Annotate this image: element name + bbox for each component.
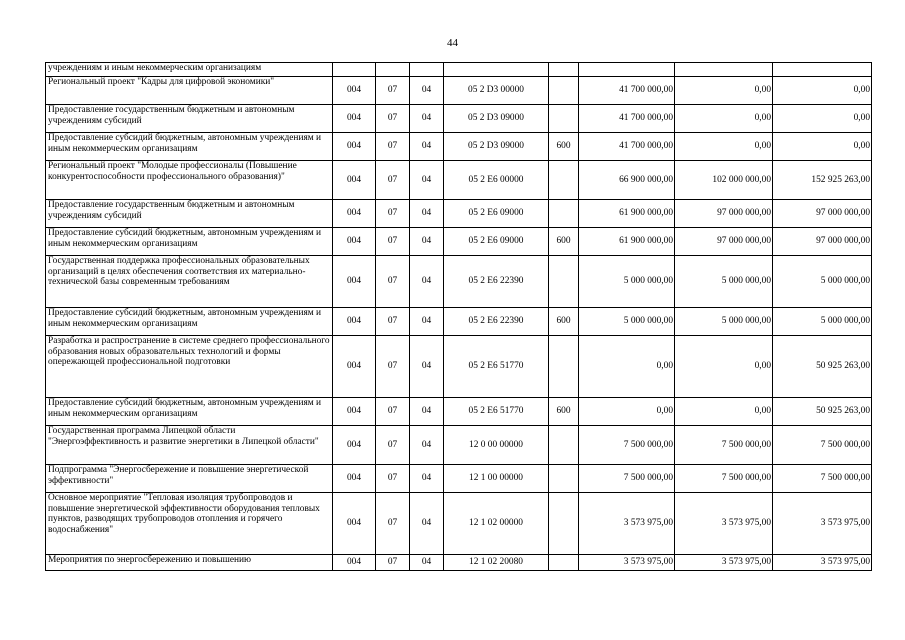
row-grbs: 004 — [333, 336, 376, 398]
table-row — [46, 228, 872, 256]
row-target-article: 05 2 E6 51770 — [444, 336, 549, 398]
row-amount-year2: 97 000 000,00 — [675, 200, 773, 228]
row-expense-type — [549, 200, 579, 228]
row-expense-type — [549, 336, 579, 398]
row-target-article: 05 2 E6 09000 — [444, 228, 549, 256]
row-amount-year3: 97 000 000,00 — [773, 228, 872, 256]
row-amount-year3: 7 500 000,00 — [773, 426, 872, 465]
row-expense-type — [549, 105, 579, 133]
row-amount-year2: 3 573 975,00 — [675, 555, 773, 571]
row-target-article: 05 2 E6 00000 — [444, 161, 549, 200]
row-grbs: 004 — [333, 555, 376, 571]
row-amount-year1: 0,00 — [579, 336, 675, 398]
row-expense-type — [549, 465, 579, 493]
row-amount-year2 — [675, 63, 773, 77]
row-section: 07 — [376, 426, 410, 465]
row-grbs: 004 — [333, 228, 376, 256]
row-subsection: 04 — [410, 398, 444, 426]
row-section: 07 — [376, 336, 410, 398]
row-name: Предоставление государственным бюджетным и автономным учреждениям субсидий — [46, 200, 333, 228]
table-row — [46, 77, 872, 105]
row-section: 07 — [376, 133, 410, 161]
row-grbs: 004 — [333, 308, 376, 336]
row-amount-year3: 0,00 — [773, 133, 872, 161]
row-expense-type — [549, 493, 579, 555]
row-target-article: 05 2 E6 09000 — [444, 200, 549, 228]
row-amount-year2: 0,00 — [675, 336, 773, 398]
row-subsection: 04 — [410, 555, 444, 571]
row-target-article: 05 2 D3 00000 — [444, 77, 549, 105]
row-amount-year3: 3 573 975,00 — [773, 493, 872, 555]
row-amount-year1: 7 500 000,00 — [579, 465, 675, 493]
row-amount-year2: 102 000 000,00 — [675, 161, 773, 200]
row-expense-type — [549, 256, 579, 308]
row-subsection: 04 — [410, 161, 444, 200]
row-name: Региональный проект "Молодые профессионалы (Повышение конкурентоспособности профессионального образования)" — [46, 161, 333, 200]
row-section: 07 — [376, 228, 410, 256]
row-name: Предоставление субсидий бюджетным, автономным учреждениям и иным некоммерческим организациям — [46, 133, 333, 161]
row-target-article: 05 2 E6 22390 — [444, 308, 549, 336]
row-grbs: 004 — [333, 493, 376, 555]
row-target-article: 05 2 D3 09000 — [444, 105, 549, 133]
row-subsection: 04 — [410, 133, 444, 161]
row-expense-type: 600 — [549, 398, 579, 426]
row-section: 07 — [376, 161, 410, 200]
row-section: 07 — [376, 555, 410, 571]
row-section: 07 — [376, 105, 410, 133]
row-section: 07 — [376, 398, 410, 426]
row-subsection: 04 — [410, 465, 444, 493]
row-target-article: 12 1 00 00000 — [444, 465, 549, 493]
row-expense-type: 600 — [549, 133, 579, 161]
row-amount-year1: 5 000 000,00 — [579, 308, 675, 336]
row-name: Предоставление субсидий бюджетным, автономным учреждениям и иным некоммерческим организациям — [46, 228, 333, 256]
row-amount-year2: 3 573 975,00 — [675, 493, 773, 555]
row-amount-year2: 5 000 000,00 — [675, 308, 773, 336]
row-subsection: 04 — [410, 308, 444, 336]
row-amount-year1: 41 700 000,00 — [579, 77, 675, 105]
row-subsection: 04 — [410, 77, 444, 105]
table-row — [46, 63, 872, 77]
row-amount-year1: 41 700 000,00 — [579, 105, 675, 133]
row-amount-year2: 0,00 — [675, 77, 773, 105]
row-grbs: 004 — [333, 398, 376, 426]
table-row — [46, 308, 872, 336]
row-amount-year2: 5 000 000,00 — [675, 256, 773, 308]
row-grbs: 004 — [333, 77, 376, 105]
row-amount-year3: 5 000 000,00 — [773, 308, 872, 336]
row-amount-year3: 7 500 000,00 — [773, 465, 872, 493]
row-amount-year1: 7 500 000,00 — [579, 426, 675, 465]
row-amount-year3: 50 925 263,00 — [773, 398, 872, 426]
row-target-article: 12 0 00 00000 — [444, 426, 549, 465]
table-row — [46, 493, 872, 555]
row-name: Предоставление государственным бюджетным и автономным учреждениям субсидий — [46, 105, 333, 133]
row-amount-year3: 5 000 000,00 — [773, 256, 872, 308]
table-row — [46, 336, 872, 398]
row-amount-year1: 61 900 000,00 — [579, 228, 675, 256]
row-target-article: 05 2 E6 51770 — [444, 398, 549, 426]
row-name: Государственная поддержка профессиональных образовательных организаций в целях обеспечения соответствия их материально-технической базы современным требованиям — [46, 256, 333, 308]
row-grbs: 004 — [333, 200, 376, 228]
row-amount-year3: 3 573 975,00 — [773, 555, 872, 571]
row-amount-year1: 3 573 975,00 — [579, 555, 675, 571]
row-subsection: 04 — [410, 105, 444, 133]
row-amount-year2: 7 500 000,00 — [675, 426, 773, 465]
page-number: 44 — [447, 37, 458, 49]
row-name: учреждениям и иным некоммерческим организациям — [46, 63, 333, 77]
row-name: Мероприятия по энергосбережению и повышению — [46, 555, 333, 571]
row-expense-type — [549, 161, 579, 200]
table-row — [46, 398, 872, 426]
row-amount-year2: 0,00 — [675, 133, 773, 161]
row-section: 07 — [376, 200, 410, 228]
table-body — [46, 63, 872, 571]
row-subsection: 04 — [410, 228, 444, 256]
row-amount-year2: 0,00 — [675, 398, 773, 426]
table-row — [46, 465, 872, 493]
row-subsection: 04 — [410, 426, 444, 465]
row-section: 07 — [376, 308, 410, 336]
row-grbs: 004 — [333, 256, 376, 308]
row-amount-year3: 97 000 000,00 — [773, 200, 872, 228]
table-row — [46, 200, 872, 228]
table-row — [46, 161, 872, 200]
row-name: Государственная программа Липецкой области "Энергоэффективность и развитие энергетики в Липецкой области" — [46, 426, 333, 465]
row-amount-year1: 66 900 000,00 — [579, 161, 675, 200]
row-name: Разработка и распространение в системе среднего профессионального образования новых образовательных технологий и формы опережающей профессиональной подготовки — [46, 336, 333, 398]
row-expense-type: 600 — [549, 308, 579, 336]
row-section: 07 — [376, 465, 410, 493]
row-amount-year3: 0,00 — [773, 77, 872, 105]
row-section: 07 — [376, 493, 410, 555]
row-target-article: 12 1 02 00000 — [444, 493, 549, 555]
row-section: 07 — [376, 77, 410, 105]
row-name: Предоставление субсидий бюджетным, автономным учреждениям и иным некоммерческим организациям — [46, 308, 333, 336]
row-section: 07 — [376, 256, 410, 308]
row-amount-year1: 0,00 — [579, 398, 675, 426]
row-amount-year1: 3 573 975,00 — [579, 493, 675, 555]
row-subsection: 04 — [410, 200, 444, 228]
row-target-article: 05 2 D3 09000 — [444, 133, 549, 161]
row-section — [376, 63, 410, 77]
row-amount-year3: 0,00 — [773, 105, 872, 133]
row-name: Региональный проект "Кадры для цифровой экономики" — [46, 77, 333, 105]
row-grbs: 004 — [333, 426, 376, 465]
row-grbs: 004 — [333, 133, 376, 161]
table-row — [46, 426, 872, 465]
row-subsection: 04 — [410, 493, 444, 555]
row-subsection: 04 — [410, 336, 444, 398]
row-subsection — [410, 63, 444, 77]
row-amount-year1 — [579, 63, 675, 77]
row-expense-type — [549, 426, 579, 465]
row-amount-year2: 97 000 000,00 — [675, 228, 773, 256]
row-amount-year2: 7 500 000,00 — [675, 465, 773, 493]
row-amount-year2: 0,00 — [675, 105, 773, 133]
row-amount-year1: 61 900 000,00 — [579, 200, 675, 228]
table-row — [46, 133, 872, 161]
row-amount-year1: 5 000 000,00 — [579, 256, 675, 308]
row-amount-year3 — [773, 63, 872, 77]
row-name: Основное мероприятие "Тепловая изоляция трубопроводов и повышение энергетической эффективности оборудования тепловых пунктов, разводящих трубопроводов отопления и горячего водоснабжения" — [46, 493, 333, 555]
table-row — [46, 105, 872, 133]
table-row — [46, 256, 872, 308]
row-expense-type — [549, 63, 579, 77]
row-amount-year1: 41 700 000,00 — [579, 133, 675, 161]
row-target-article: 12 1 02 20080 — [444, 555, 549, 571]
row-name: Предоставление субсидий бюджетным, автономным учреждениям и иным некоммерческим организациям — [46, 398, 333, 426]
row-amount-year3: 50 925 263,00 — [773, 336, 872, 398]
row-grbs — [333, 63, 376, 77]
row-grbs: 004 — [333, 465, 376, 493]
row-grbs: 004 — [333, 161, 376, 200]
table-row — [46, 555, 872, 571]
row-target-article — [444, 63, 549, 77]
row-subsection: 04 — [410, 256, 444, 308]
row-name: Подпрограмма "Энергосбережение и повышение энергетической эффективности" — [46, 465, 333, 493]
row-expense-type — [549, 77, 579, 105]
row-expense-type: 600 — [549, 228, 579, 256]
row-amount-year3: 152 925 263,00 — [773, 161, 872, 200]
row-expense-type — [549, 555, 579, 571]
row-grbs: 004 — [333, 105, 376, 133]
budget-table — [45, 62, 872, 571]
row-target-article: 05 2 E6 22390 — [444, 256, 549, 308]
